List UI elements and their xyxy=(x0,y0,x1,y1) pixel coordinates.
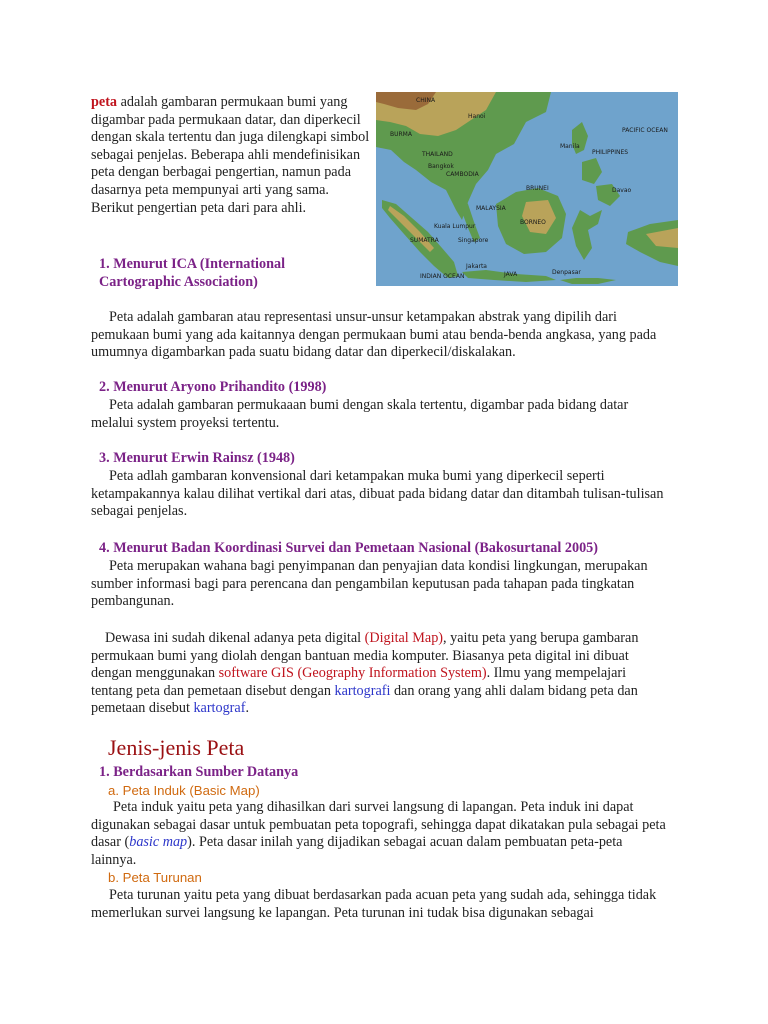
paragraph-peta-induk xyxy=(91,799,671,869)
heading-erwin: 3. Menurut Erwin Rainsz (1948) xyxy=(99,450,295,466)
heading-ica: 1. Menurut ICA (International Cartographic Association) xyxy=(99,256,286,290)
paragraph-digital-map xyxy=(91,630,671,718)
intro-text: adalah gambaran permukaan bumi yang digambar pada permukaan datar, dan diperkecil dengan skala tertentu dan juga dilengkapi simbol sebagai penjelas. Beberapa ahli mendefinisikan peta dengan berbagai pengertian, namun pada dasarnya peta mempunyai arti yang sama. Berikut pengertian peta dari para ahli. xyxy=(91,94,370,216)
peta-turunan-text: Peta turunan yaitu peta yang dibuat berdasarkan pada acuan peta yang sudah ada, sehingga tidak memerlukan survei langsung ke lapangan. Peta turunan ini tudak bisa digunakan sebagai xyxy=(91,887,657,921)
link-basic-map[interactable]: basic map xyxy=(129,834,188,851)
map-label: Manila xyxy=(560,143,580,150)
paragraph-bakosurtanal xyxy=(91,558,671,611)
digital-text-3: . Ilmu yang mempelajari tentang peta dan pemetaan disebut dengan xyxy=(91,665,627,699)
map-label: CHINA xyxy=(416,97,436,104)
subheading-peta-turunan: b. Peta Turunan xyxy=(108,870,202,885)
subheading-sumber-data: 1. Berdasarkan Sumber Datanya xyxy=(99,764,299,780)
intro-paragraph xyxy=(91,94,373,217)
paragraph-peta-turunan xyxy=(91,887,671,922)
keyword-peta: peta xyxy=(91,94,118,110)
heading-jenis-jenis-peta: Jenis-jenis Peta xyxy=(108,735,245,760)
map-label: INDIAN OCEAN xyxy=(420,273,465,280)
peta-induk-text-2: ). Peta dasar inilah yang dijadikan sebagai acuan dalam pembuatan peta-peta lainnya. xyxy=(91,834,623,868)
heading-bakosurtanal: 4. Menurut Badan Koordinasi Survei dan Pemetaan Nasional (Bakosurtanal 2005) xyxy=(99,540,598,556)
map-label: BURMA xyxy=(390,131,412,138)
map-label: Kuala Lumpur xyxy=(434,223,476,230)
map-label: BORNEO xyxy=(520,219,546,226)
digital-text-4: dan orang yang ahli dalam bidang peta dan pemetaan disebut xyxy=(91,682,638,717)
paragraph-aryono-text: Peta adalah gambaran permukaaan bumi dengan skala tertentu, digambar pada bidang datar melalui system proyeksi tertentu. xyxy=(91,397,629,431)
link-software-gis[interactable]: software GIS (Geography Information System) xyxy=(218,665,487,682)
map-label: PACIFIC OCEAN xyxy=(622,127,668,134)
paragraph-bakosurtanal-text: Peta merupakan wahana bagi penyimpanan dan penyajian data kondisi lingkungan, merupakan sumber informasi bagi para perencana dan pengambilan keputusan pada tahapan pada tingkatan pembangunan. xyxy=(91,558,648,610)
link-kartograf[interactable]: kartograf xyxy=(193,700,246,717)
map-label: MALAYSIA xyxy=(476,205,506,212)
map-label: Bangkok xyxy=(428,163,454,170)
paragraph-aryono xyxy=(91,397,671,432)
heading-aryono: 2. Menurut Aryono Prihandito (1998) xyxy=(99,379,327,395)
map-label: BRUNEI xyxy=(526,185,549,192)
southeast-asia-map-image xyxy=(376,92,678,286)
digital-text-5: . xyxy=(245,700,249,717)
map-label: Hanoi xyxy=(468,113,486,120)
link-kartografi[interactable]: kartografi xyxy=(334,682,391,699)
paragraph-ica xyxy=(91,309,671,362)
paragraph-erwin-text: Peta adlah gambaran konvensional dari ketampakan muka bumi yang diperkecil seperti ketampakannya kalau dilihat vertikal dari atas, dibuat pada bidang datar dan ditambah tulisan-tulisan sebagai penjelas. xyxy=(91,468,664,520)
peta-induk-text-1: Peta induk yaitu peta yang dihasilkan dari survei langsung di lapangan. Peta induk ini dapat digunakan sebagai dasar untuk pembuatan peta topografi, sehingga dapat dikatakan pula sebagai peta dasar ( xyxy=(91,799,666,851)
map-label: PHILIPPINES xyxy=(592,149,629,156)
map-label: Jakarta xyxy=(466,263,487,270)
map-label: Singapore xyxy=(458,237,489,244)
paragraph-ica-text: Peta adalah gambaran atau representasi unsur-unsur ketampakan abstrak yang dipilih dari pemukaan bumi yang ada kaitannya dengan permukaan bumi atau benda-benda angkasa, yang pada umumnya digambarkan pada suatu bidang datar dan diperkecil/diskalakan. xyxy=(91,309,657,361)
paragraph-erwin xyxy=(91,468,671,521)
map-label: THAILAND xyxy=(422,151,453,158)
map-label: Davao xyxy=(612,187,632,194)
map-label: CAMBODIA xyxy=(446,171,479,178)
map-label: SUMATRA xyxy=(410,237,439,244)
link-digital-map[interactable]: (Digital Map) xyxy=(364,630,444,646)
map-label: JAVA xyxy=(504,271,518,278)
subheading-peta-induk: a. Peta Induk (Basic Map) xyxy=(108,783,260,798)
digital-text-1: Dewasa ini sudah dikenal adanya peta digital xyxy=(105,630,365,646)
map-label: Denpasar xyxy=(552,269,581,276)
digital-text-2: , yaitu peta yang berupa gambaran permukaan bumi yang diolah dengan bantuan media komputer. Biasanya peta digital ini dibuat dengan menggunakan xyxy=(91,630,639,682)
